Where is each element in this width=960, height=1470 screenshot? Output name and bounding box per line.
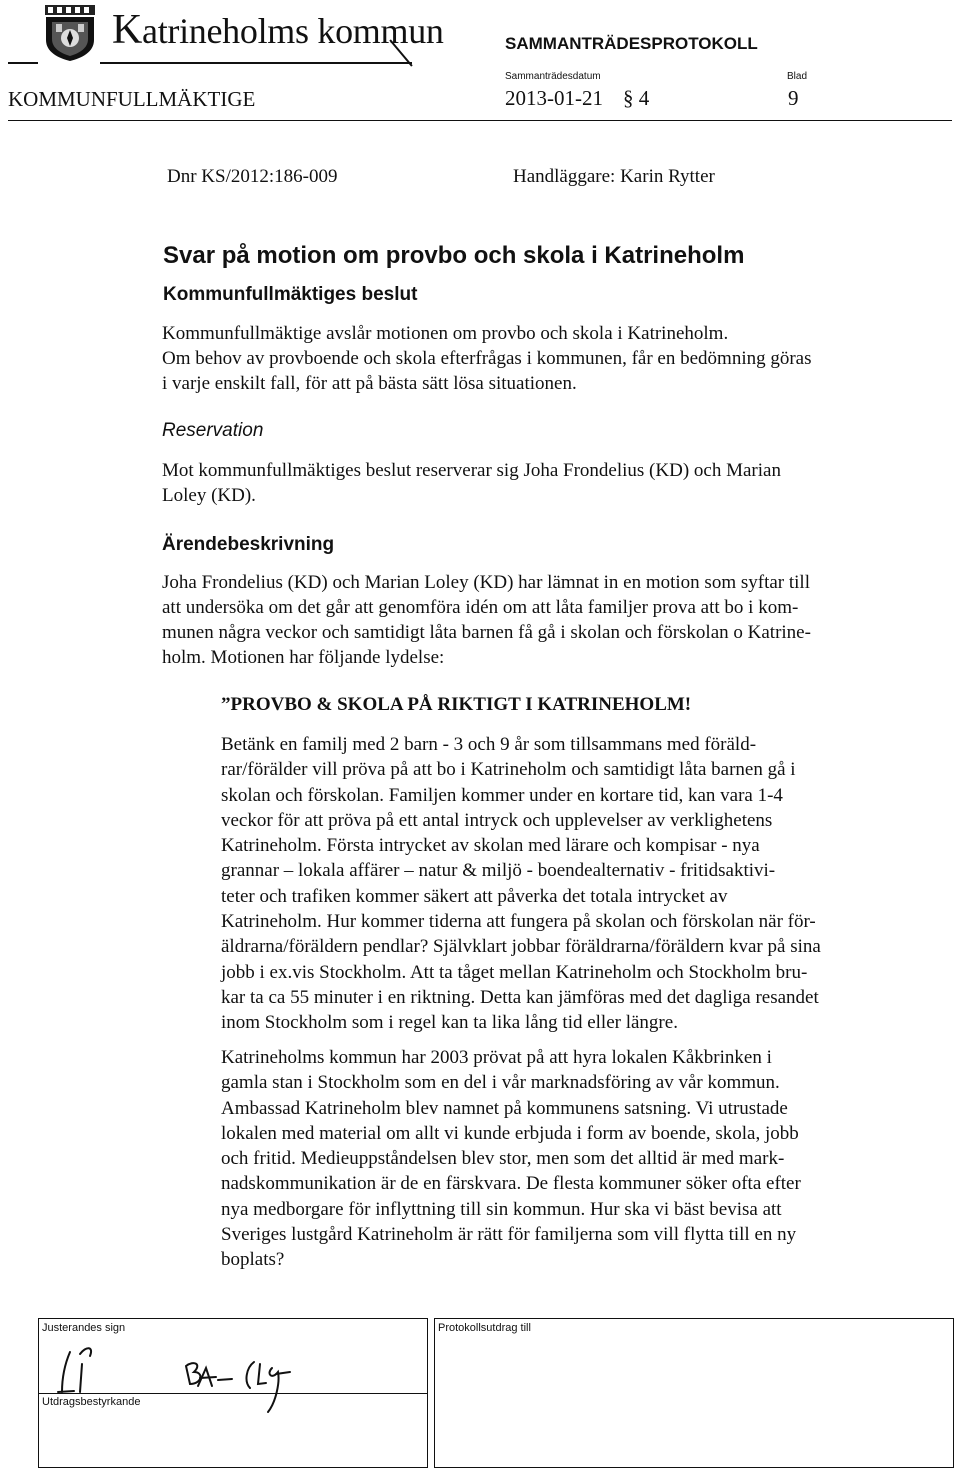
case-description-line: att undersöka om det går att genomföra idén om att låta familjer prova att bo i kom- — [162, 597, 799, 618]
page-label: Blad — [787, 71, 808, 82]
decision-text — [162, 321, 882, 396]
municipality-initial: K — [112, 7, 143, 53]
motion-line: kar ta ca 55 minuter i en riktning. Detta kan jämföras med det dagliga resandet — [221, 986, 819, 1008]
decision-line: Om behov av provboende och skola efterfrågas i kommunen, får en bedömning göras — [162, 348, 812, 369]
extract-certification-label: Utdragsbestyrkande — [42, 1396, 141, 1408]
reservation-text — [162, 458, 882, 508]
case-officer: Handläggare: Karin Rytter — [513, 166, 715, 187]
motion-quote-paragraph — [221, 1045, 921, 1273]
meeting-date-label: Sammanträdesdatum — [505, 71, 601, 82]
motion-line: äldrarna/föräldern pendlar? Självklart jobbar föräldrarna/föräldern kvar på sina — [221, 936, 821, 958]
meeting-date: 2013-01-21 — [505, 86, 603, 110]
assembly-name: KOMMUNFULLMÄKTIGE — [8, 87, 256, 111]
case-number: Dnr KS/2012:186-009 — [167, 166, 338, 187]
motion-quote-title: ”PROVBO & SKOLA PÅ RIKTIGT I KATRINEHOLM! — [221, 694, 692, 715]
motion-line: boplats? — [221, 1249, 285, 1271]
decision-heading: Kommunfullmäktiges beslut — [163, 284, 418, 305]
motion-line: jobb i ex.vis Stockholm. Att ta tåget mellan Katrineholm och Stockholm bru- — [221, 961, 808, 983]
motion-line: Katrineholms kommun har 2003 prövat på att hyra lokalen Kåkbrinken i — [221, 1047, 772, 1068]
case-description-heading: Ärendebeskrivning — [162, 534, 335, 555]
protocol-extract-to-label: Protokollsutdrag till — [438, 1322, 531, 1334]
case-description-line: munen några veckor och samtidigt låta barnen få gå i skolan och förskolan o Katrine- — [162, 622, 811, 643]
motion-line: gamla stan i Stockholm som en del i vår marknadsföring av vår kommun. — [221, 1072, 780, 1094]
municipality-coat-of-arms-logo — [44, 4, 96, 62]
paragraph-number: § 4 — [623, 86, 650, 110]
motion-line: nya medborgare för inflyttning till sin kommun. Hur ska vi bäst bevisa att — [221, 1198, 782, 1220]
reservation-heading: Reservation — [162, 420, 264, 441]
motion-line: rar/förälder vill pröva på att bo i Katrineholm och samtidigt låta barnen gå i — [221, 759, 796, 781]
motion-line: lokalen med material om allt vi kunde erbjuda i form av boende, skola, jobb — [221, 1122, 799, 1144]
reservation-line: Mot kommunfullmäktiges beslut reserverar sig Joha Frondelius (KD) och Marian — [162, 460, 781, 481]
page-number: 9 — [788, 86, 799, 110]
header-divider — [8, 120, 952, 121]
motion-line: teter och trafiken kommer säkert att påverka det totala intrycket av — [221, 885, 728, 907]
motion-line: Betänk en familj med 2 barn - 3 och 9 år som tillsammans med föräld- — [221, 734, 757, 755]
document-title: Svar på motion om provbo och skola i Katrineholm — [163, 242, 745, 269]
extract-recipients-box — [434, 1318, 954, 1468]
motion-line: och fritid. Medieuppståndelsen blev stor, men som det alltid är med mark- — [221, 1148, 785, 1170]
reservation-line: Loley (KD). — [162, 485, 256, 506]
handwritten-signatures — [40, 1334, 430, 1414]
municipality-name-rest: atrineholms kommun — [142, 11, 444, 51]
motion-line: grannar – lokala affärer – natur & miljö - boendealternativ - fritidsaktivi- — [221, 860, 776, 882]
motion-line: Ambassad Katrineholm blev namnet på kommunens satsning. Vi utrustade — [221, 1097, 788, 1119]
header-underline-left — [8, 62, 38, 64]
motion-line: nadskommunikation är de en färskvara. De flesta kommuner söker ofta efter — [221, 1173, 801, 1195]
case-description-line: holm. Motionen har följande lydelse: — [162, 647, 445, 668]
header-underline — [100, 62, 412, 64]
motion-line: Katrineholm. Första intrycket av skolan med lärare och kompisar - nya — [221, 835, 760, 857]
case-description-text — [162, 570, 882, 670]
motion-quote-paragraph — [221, 732, 921, 1036]
motion-line: veckor för att pröva på ett antal intryck och upplevelser av verklighetens — [221, 809, 773, 831]
case-description-line: Joha Frondelius (KD) och Marian Loley (KD) har lämnat in en motion som syftar till — [162, 572, 810, 593]
motion-line: Katrineholm. Hur kommer tiderna att fungera på skolan och förskolan när för- — [221, 911, 816, 933]
adjusters-signature-label: Justerandes sign — [42, 1322, 126, 1334]
protocol-title: SAMMANTRÄDESPROTOKOLL — [505, 34, 758, 53]
motion-line: skolan och förskolan. Familjen kommer under en kortare tid, kan vara 1-4 — [221, 784, 783, 806]
motion-line: Sveriges lustgård Katrineholm är rätt för familjerna som vill flytta till en ny — [221, 1224, 797, 1246]
decision-line: Kommunfullmäktige avslår motionen om provbo och skola i Katrineholm. — [162, 323, 729, 344]
motion-line: inom Stockholm som i regel kan ta lika lång tid eller längre. — [221, 1012, 678, 1034]
decision-line: i varje enskilt fall, för att på bästa sätt lösa situationen. — [162, 373, 577, 394]
